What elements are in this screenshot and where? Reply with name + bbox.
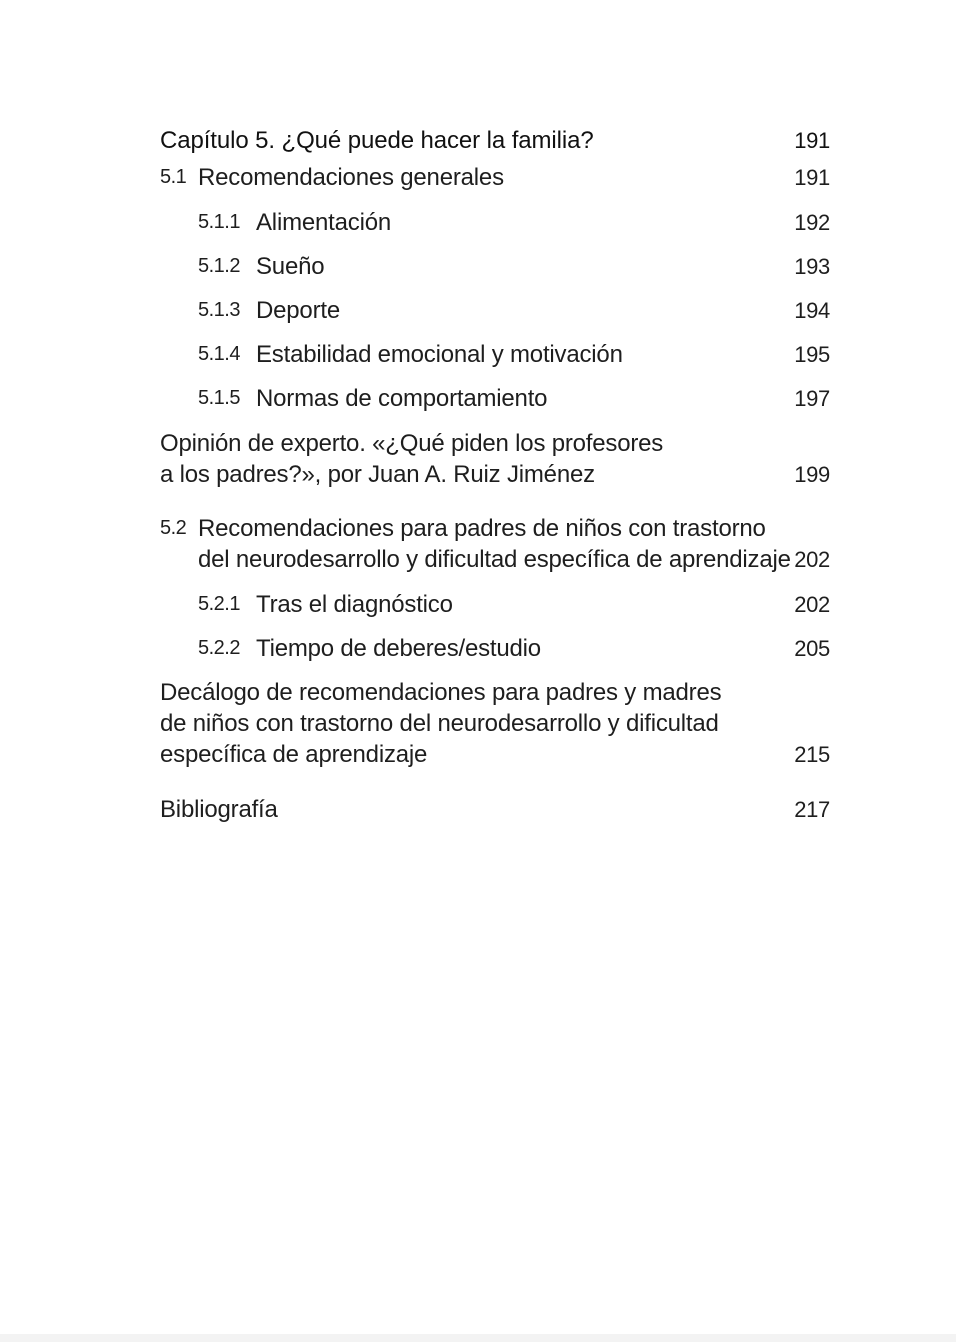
chapter-page-number: 191 <box>794 128 830 153</box>
subsection-page-number: 193 <box>794 254 830 279</box>
subsection-title: Deporte <box>256 297 340 324</box>
subsection-page-number: 195 <box>794 342 830 367</box>
toc-entry-decalogo[interactable] <box>160 677 830 770</box>
subsection-number: 5.1.3 <box>198 299 240 321</box>
section-number: 5.1 <box>160 166 187 188</box>
entry-title: Bibliografía <box>160 796 278 823</box>
subsection-number: 5.1.1 <box>198 211 240 233</box>
section-page-number: 202 <box>794 547 830 572</box>
entry-page-number: 215 <box>794 742 830 767</box>
subsection-title: Estabilidad emocional y motivación <box>256 341 623 368</box>
section-page-number: 191 <box>794 165 830 190</box>
entry-title-line: de niños con trastorno del neurodesarrollo y dificultad <box>160 710 719 737</box>
entry-title-line: Decálogo de recomendaciones para padres y madres <box>160 679 722 706</box>
chapter-title: Capítulo 5. ¿Qué puede hacer la familia? <box>160 127 594 154</box>
subsection-number: 5.1.2 <box>198 255 240 277</box>
subsection-page-number: 194 <box>794 298 830 323</box>
toc-entry-5-2[interactable] <box>160 513 830 575</box>
section-title-line: del neurodesarrollo y dificultad específica de aprendizaje <box>198 546 791 573</box>
subsection-title: Tras el diagnóstico <box>256 591 453 618</box>
entry-title-line: a los padres?», por Juan A. Ruiz Jiménez <box>160 461 595 488</box>
subsection-title: Sueño <box>256 253 325 280</box>
subsection-number: 5.2.2 <box>198 637 240 659</box>
subsection-number: 5.2.1 <box>198 593 240 615</box>
section-number: 5.2 <box>160 517 187 539</box>
subsection-title: Tiempo de deberes/estudio <box>256 635 541 662</box>
section-title: Recomendaciones generales <box>198 164 504 191</box>
subsection-title: Normas de comportamiento <box>256 385 548 412</box>
toc-entry-expert-opinion[interactable] <box>160 428 830 490</box>
entry-title-line: Opinión de experto. «¿Qué piden los profesores <box>160 430 664 457</box>
subsection-page-number: 202 <box>794 592 830 617</box>
subsection-number: 5.1.5 <box>198 387 240 409</box>
entry-page-number: 199 <box>794 462 830 487</box>
entry-page-number: 217 <box>794 797 830 822</box>
subsection-page-number: 205 <box>794 636 830 661</box>
subsection-number: 5.1.4 <box>198 343 240 365</box>
entry-title-line: específica de aprendizaje <box>160 741 428 768</box>
subsection-page-number: 192 <box>794 210 830 235</box>
subsection-title: Alimentación <box>256 209 392 236</box>
subsection-page-number: 197 <box>794 386 830 411</box>
page-bottom-edge <box>0 1334 956 1342</box>
section-title-line: Recomendaciones para padres de niños con trastorno <box>198 515 766 542</box>
